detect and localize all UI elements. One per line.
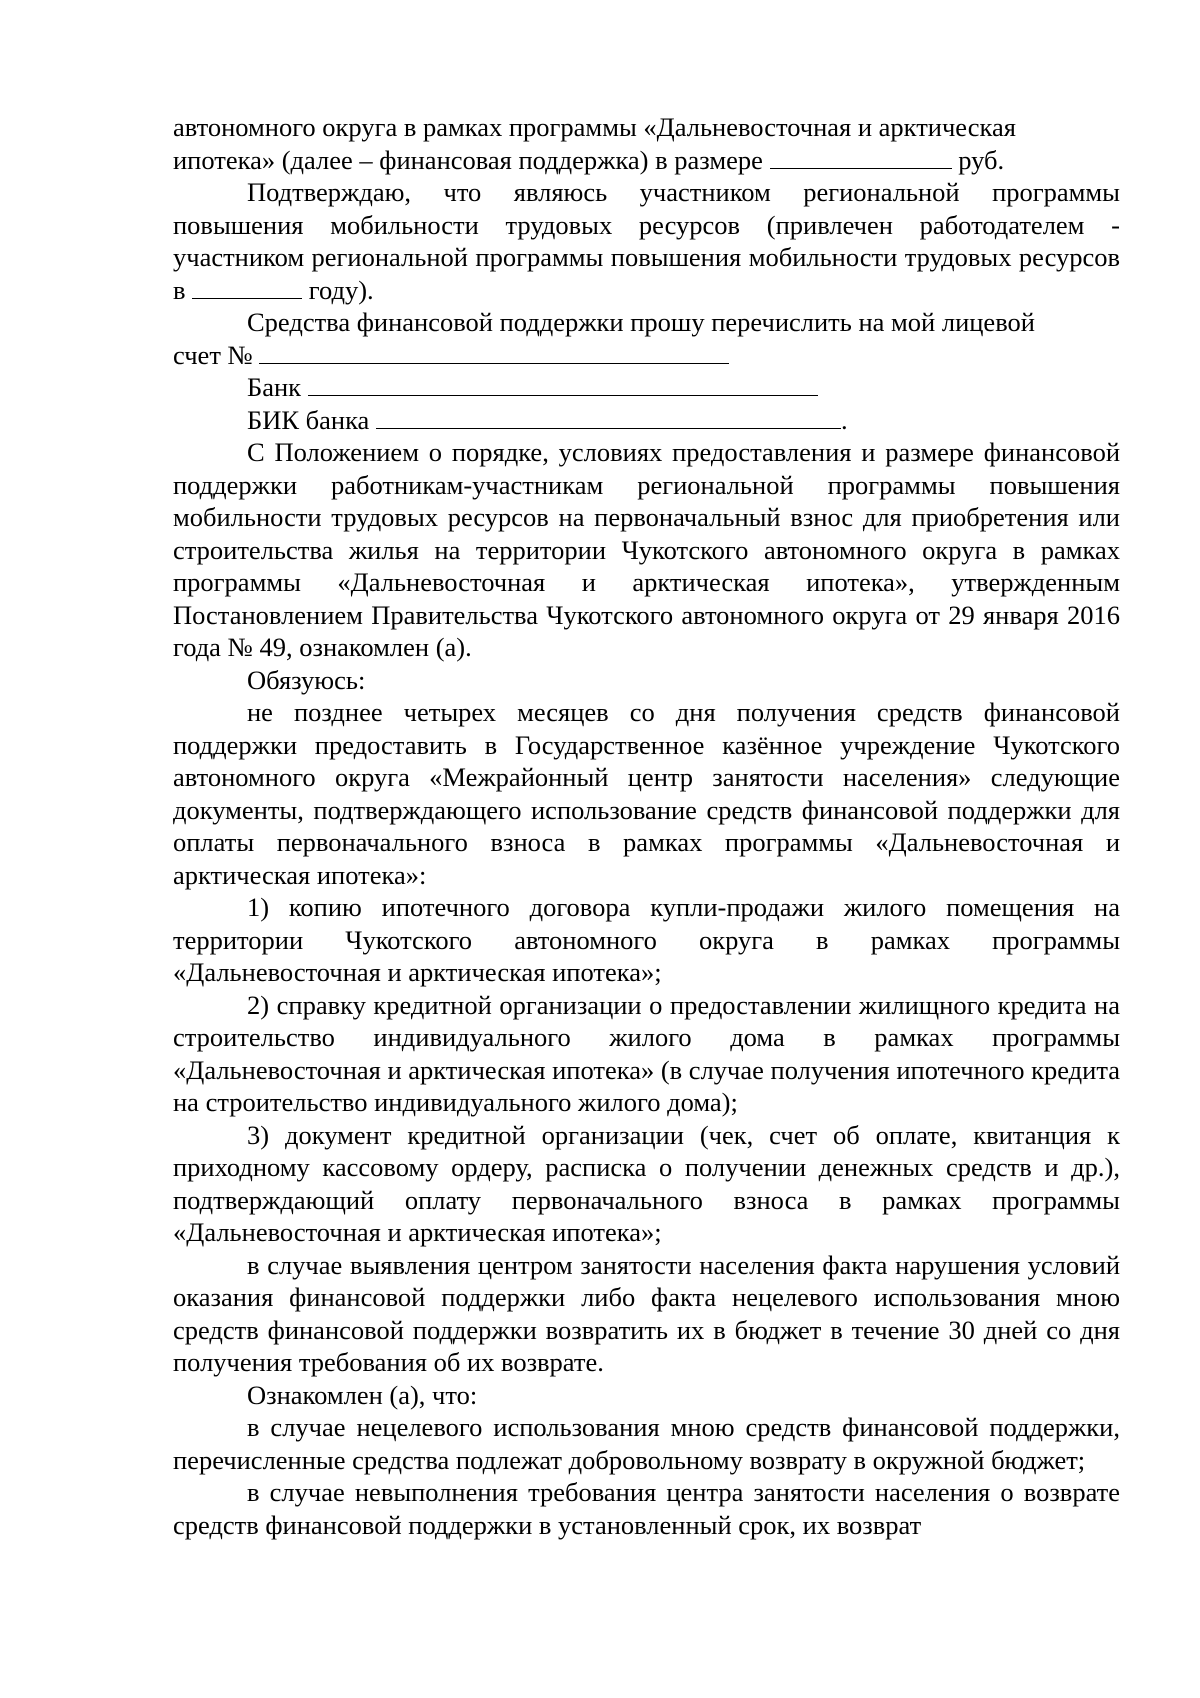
violation-return-text: в случае выявления центром занятости населения факта нарушения условий оказания финансовой поддержки либо факта нецелевого использования мною средств финансовой поддержки возвратить их в бюджет в течение 30 дней со дня получения требования об их возврате. — [173, 1249, 1120, 1377]
account-number-field[interactable] — [259, 339, 729, 364]
obligation-heading: Обязуюсь: — [247, 664, 366, 695]
bik-label: БИК банка — [247, 404, 370, 435]
list-item-3 — [173, 1119, 1120, 1249]
amount-blank-field[interactable] — [770, 144, 952, 169]
transfer-request-text: Средства финансовой поддержки прошу перечислить на мой лицевой — [247, 307, 1035, 337]
account-line — [173, 339, 1120, 372]
paragraph-regulation — [173, 436, 1120, 664]
list-item-1-text: 1) копию ипотечного договора купли-продажи жилого помещения на территории Чукотского автономного округа в рамках программы «Дальневосточная и арктическая ипотека»; — [173, 892, 1120, 987]
paragraph-obligation-documents — [173, 696, 1120, 891]
paragraph-transfer-request — [173, 306, 1120, 339]
document-body — [173, 111, 1120, 1541]
paragraph-acknowledged — [173, 1379, 1120, 1412]
list-item-2 — [173, 989, 1120, 1119]
list-item-2-text: 2) справку кредитной организации о предоставлении жилищного кредита на строительство индивидуального жилого дома в рамках программы «Дальневосточная и арктическая ипотека» (в случае получения ипотечного кредита на строительство индивидуального жилого дома); — [173, 989, 1120, 1117]
intro-line-1: автономного округа в рамках программы «Дальневосточная и арктическая — [173, 112, 1016, 142]
intro-line-2: ипотека» (далее – финансовая поддержка) в размере — [173, 144, 763, 175]
paragraph-misuse — [173, 1411, 1120, 1476]
bik-line — [173, 404, 1120, 437]
misuse-text: в случае нецелевого использования мною средств финансовой поддержки, перечисленные средства подлежат добровольному возврату в окружной бюджет; — [173, 1412, 1120, 1475]
currency-label: руб. — [958, 144, 1005, 175]
paragraph-obligation-heading — [173, 664, 1120, 697]
list-item-1 — [173, 891, 1120, 989]
regulation-text: С Положением о порядке, условиях предоставления и размере финансовой поддержки работникам-участникам региональной программы повышения мобильности трудовых ресурсов на первоначальный взнос для приобретения или строительства жилья на территории Чукотского автономного округа в рамках программы «Дальневосточная и арктическая ипотека», утвержденным Постановлением Правительства Чукотского автономного округа от 29 января 2016 года № 49, ознакомлен (а). — [173, 437, 1120, 662]
paragraph-non-compliance — [173, 1476, 1120, 1541]
bik-field[interactable] — [376, 404, 841, 429]
bank-label: Банк — [247, 372, 302, 402]
paragraph-violation-return — [173, 1249, 1120, 1379]
list-item-3-text: 3) документ кредитной организации (чек, счет об оплате, квитанция к приходному кассовому ордеру, расписка о получении денежных средств и др.), подтверждающий оплату первоначального взноса в рамках программы «Дальневосточная и арктическая ипотека»; — [173, 1119, 1120, 1247]
bank-name-field[interactable] — [308, 371, 818, 396]
confirmation-end: году). — [308, 274, 374, 305]
confirmation-text: Подтверждаю, что являюсь участником региональной программы повышения мобильности трудовых ресурсов (привлечен работодателем - участником региональной программы повышения мобильности трудовых ресурсов в — [173, 177, 1120, 305]
bank-line — [173, 371, 1120, 404]
paragraph-confirmation — [173, 176, 1120, 306]
year-blank-field[interactable] — [192, 274, 302, 299]
obligation-documents-text: не позднее четырех месяцев со дня получения средств финансовой поддержки предоставить в Государственное казённое учреждение Чукотского автономного округа «Межрайонный центр занятости населения» следующие документы, подтверждающего использование средств финансовой поддержки для оплаты первоначального взноса в рамках программы «Дальневосточная и арктическая ипотека»: — [173, 697, 1120, 890]
non-compliance-text: в случае невыполнения требования центра занятости населения о возврате средств финансовой поддержки в установленный срок, их возврат — [173, 1477, 1120, 1540]
bik-end-period: . — [840, 404, 848, 435]
paragraph-intro — [173, 111, 1120, 176]
acknowledged-heading: Ознакомлен (а), что: — [247, 1379, 478, 1410]
account-label: счет № — [173, 339, 253, 370]
